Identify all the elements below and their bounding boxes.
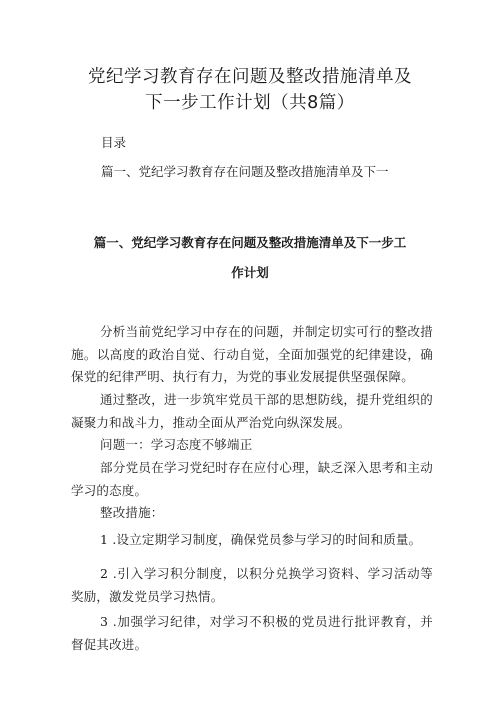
document-title-line-2: 下一步工作计划（共8篇）: [145, 93, 355, 113]
toc-heading: 目录: [101, 135, 127, 150]
measure-item: 2 .引入学习积分制度，以积分兑换学习资料、学习活动等奖励，激发党员学习热情。: [71, 566, 433, 604]
paragraph: 部分党员在学习党纪时存在应付心理，缺乏深入思考和主动学习的态度。: [71, 460, 433, 498]
paragraph: 分析当前党纪学习中存在的问题，并制定切实可行的整改措施。以高度的政治自觉、行动自觉，全面加强党的纪律建设，确保党的纪律严明、执行有力，为党的事业发展提供坚强保障。: [71, 324, 433, 384]
measures-heading: 整改措施：: [100, 505, 164, 520]
measure-item: 1 .设立定期学习制度，确保党员参与学习的时间和质量。: [100, 532, 422, 547]
section-title-line-2: 作计划: [231, 265, 269, 280]
problem-heading: 问题一：学习态度不够端正: [100, 437, 253, 452]
document-title: [0, 64, 500, 116]
section-title-line-1: 篇一、党纪学习教育存在问题及整改措施清单及下一步工: [93, 235, 407, 250]
document-title-line-1: 党纪学习教育存在问题及整改措施清单及: [88, 67, 412, 87]
paragraph: 通过整改，进一步筑牢党员干部的思想防线，提升党组织的凝聚力和战斗力，推动全面从严治党向纵深发展。: [71, 392, 433, 430]
measure-item: 3 .加强学习纪律，对学习不积极的党员进行批评教育，并督促其改进。: [71, 614, 433, 652]
toc-item[interactable]: 篇一、党纪学习教育存在问题及整改措施清单及下一: [101, 164, 389, 179]
